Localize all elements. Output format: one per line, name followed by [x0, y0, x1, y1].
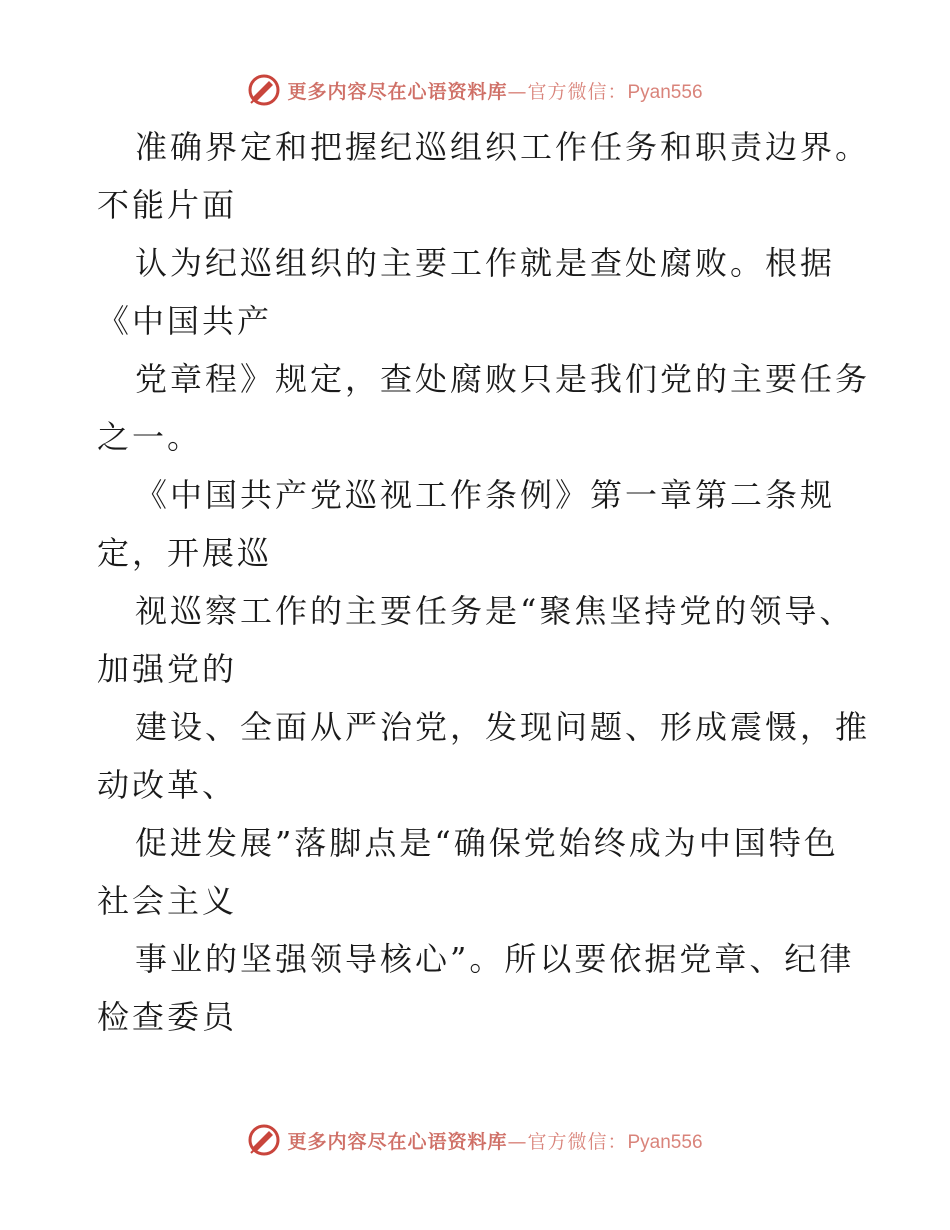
body-line: 促进发展”落脚点是“确保党始终成为中国特色 — [135, 824, 839, 862]
header-banner — [0, 70, 950, 110]
body-line: 加强党的 — [97, 650, 238, 688]
body-line: 事业的坚强领导核心”。所以要依据党章、纪律 — [135, 940, 855, 978]
body-line: 《中国共产党巡视工作条例》第一章第二条规 — [135, 476, 836, 514]
header-banner-rest: —官方微信： — [507, 80, 628, 103]
body-line: 之一。 — [97, 418, 203, 456]
body-line: 党章程》规定，查处腐败只是我们党的主要任务 — [135, 360, 871, 398]
header-banner-main: 更多内容尽在心语资料库 — [287, 80, 508, 103]
body-line: 认为纪巡组织的主要工作就是查处腐败。根据 — [135, 244, 836, 282]
footer-banner-main: 更多内容尽在心语资料库 — [287, 1130, 508, 1153]
footer-banner-rest: —官方微信： — [507, 1130, 628, 1153]
body-line: 检查委员 — [97, 998, 238, 1036]
body-line: 社会主义 — [97, 882, 238, 920]
body-line: 《中国共产 — [97, 302, 273, 340]
body-line: 动改革、 — [97, 766, 238, 804]
body-line: 建设、全面从严治党，发现问题、形成震慑，推 — [135, 708, 871, 746]
body-line: 不能片面 — [97, 186, 238, 224]
header-banner-id: Pyan556 — [627, 81, 703, 103]
footer-banner-id: Pyan556 — [627, 1131, 703, 1153]
header-banner-text — [287, 77, 702, 104]
pen-logo-icon — [247, 1123, 281, 1157]
body-line: 视巡察工作的主要任务是“聚焦坚持党的领导、 — [135, 592, 855, 630]
footer-banner-text — [287, 1127, 702, 1154]
body-line: 定，开展巡 — [97, 534, 273, 572]
document-body — [97, 118, 871, 1046]
footer-banner — [0, 1120, 950, 1160]
body-line: 准确界定和把握纪巡组织工作任务和职责边界。 — [135, 128, 871, 166]
pen-logo-icon — [247, 73, 281, 107]
